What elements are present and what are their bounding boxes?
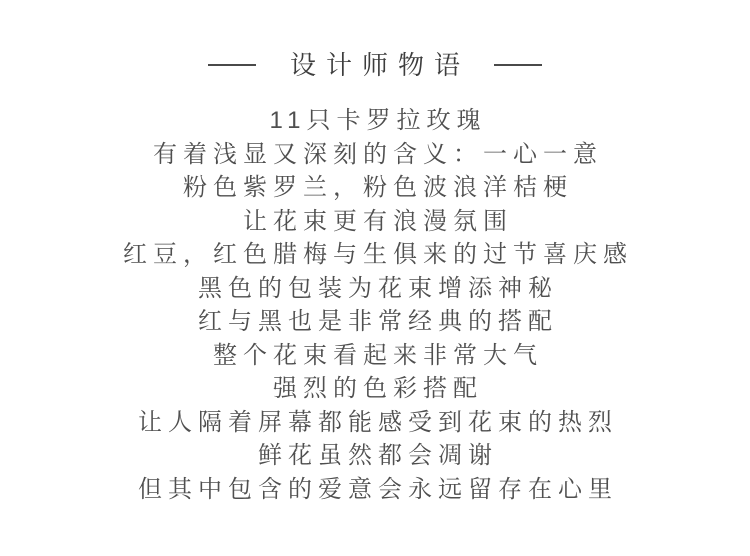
- story-line: 整个花束看起来非常大气: [213, 341, 543, 369]
- story-line: 有着浅显又深刻的含义：一心一意: [153, 140, 603, 168]
- story-line: 11只卡罗拉玫瑰: [269, 107, 487, 134]
- story-line: 让人隔着屏幕都能感受到花束的热烈: [138, 408, 618, 436]
- story-line: 红与黑也是非常经典的搭配: [198, 308, 558, 335]
- story-line: 让花束更有浪漫氛围: [243, 207, 513, 235]
- story-line: 强烈的色彩搭配: [273, 375, 483, 402]
- story-text-block: [0, 104, 750, 506]
- story-line: 红豆，红色腊梅与生俱来的过节喜庆感: [123, 241, 633, 268]
- story-line: 黑色的包装为花束增添神秘: [198, 274, 558, 302]
- page-title: 设计师物语: [289, 50, 470, 80]
- title-divider-left: [208, 64, 256, 66]
- story-line: 粉色紫罗兰，粉色波浪洋桔梗: [183, 174, 573, 201]
- section-header: [0, 0, 750, 79]
- story-line: 但其中包含的爱意会永远留存在心里: [138, 475, 618, 503]
- title-divider-right: [494, 64, 542, 66]
- story-line: 鲜花虽然都会凋谢: [258, 442, 498, 469]
